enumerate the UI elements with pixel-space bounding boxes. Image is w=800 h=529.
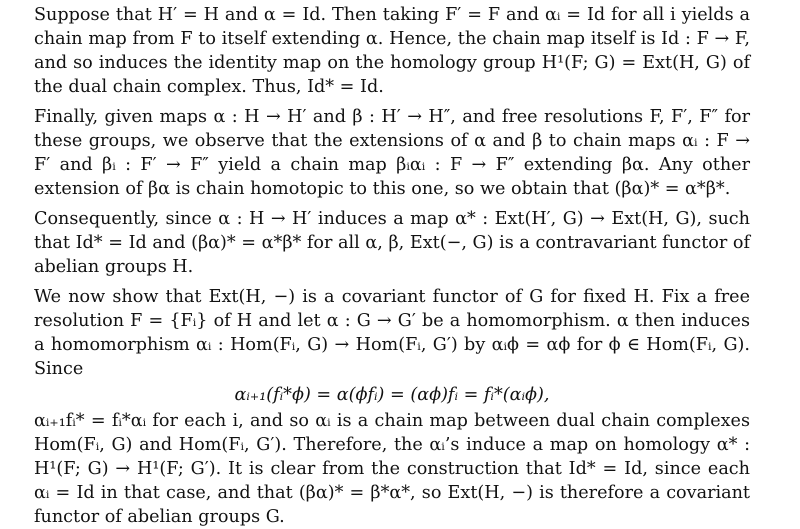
paragraph-covariant-functor-setup: We now show that Ext(H, −) is a covariant functor of G for fixed H. Fix a free resolution F = {Fᵢ} of H and let α : G → G′ be a homomorphism. α then induces a homomorphism αᵢ : Hom(Fᵢ, G) → Hom(Fᵢ, G′) by αᵢϕ = αϕ for ϕ ∈ Hom(Fᵢ, G). Since: [34, 287, 750, 379]
paragraph-contravariant-functor: Consequently, since α : H → H′ induces a map α* : Ext(H′, G) → Ext(H, G), such that Id* = Id and (βα)* = α*β* for all α, β, Ext(−, G) is a contravariant functor of abelian groups H.: [34, 209, 750, 277]
paragraph-composition: Finally, given maps α : H → H′ and β : H′ → H″, and free resolutions F, F′, F″ for these groups, we observe that the extensions of α and β to chain maps αᵢ : F → F′ and βᵢ : F′ → F″ yield a chain map βᵢαᵢ : F → F″ extending βα. Any other extension of βα is chain homotopic to this one, so we obtain that (βα)* = α*β*.: [34, 107, 750, 199]
display-equation: αᵢ₊₁(fᵢ*ϕ) = α(ϕfᵢ) = (αϕ)fᵢ = fᵢ*(αᵢϕ),: [234, 385, 550, 405]
paragraph-covariant-conclusion: αᵢ₊₁fᵢ* = fᵢ*αᵢ for each i, and so αᵢ is a chain map between dual chain complexes Hom(Fᵢ, G) and Hom(Fᵢ, G′). Therefore, the αᵢ’s induce a map on homology α* : H¹(F; G) → H¹(F; G′). It is clear from the construction that Id* = Id, since each αᵢ = Id in that case, and that (βα)* = β*α*, so Ext(H, −) is therefore a covariant functor of abelian groups G.: [34, 411, 750, 527]
paragraph-identity-map: Suppose that H′ = H and α = Id. Then taking F′ = F and αᵢ = Id for all i yields a chain map from F to itself extending α. Hence, the chain map itself is Id : F → F, and so induces the identity map on the homology group H¹(F; G) = Ext(H, G) of the dual chain complex. Thus, Id* = Id.: [34, 5, 750, 97]
document-page: [34, 3, 750, 529]
